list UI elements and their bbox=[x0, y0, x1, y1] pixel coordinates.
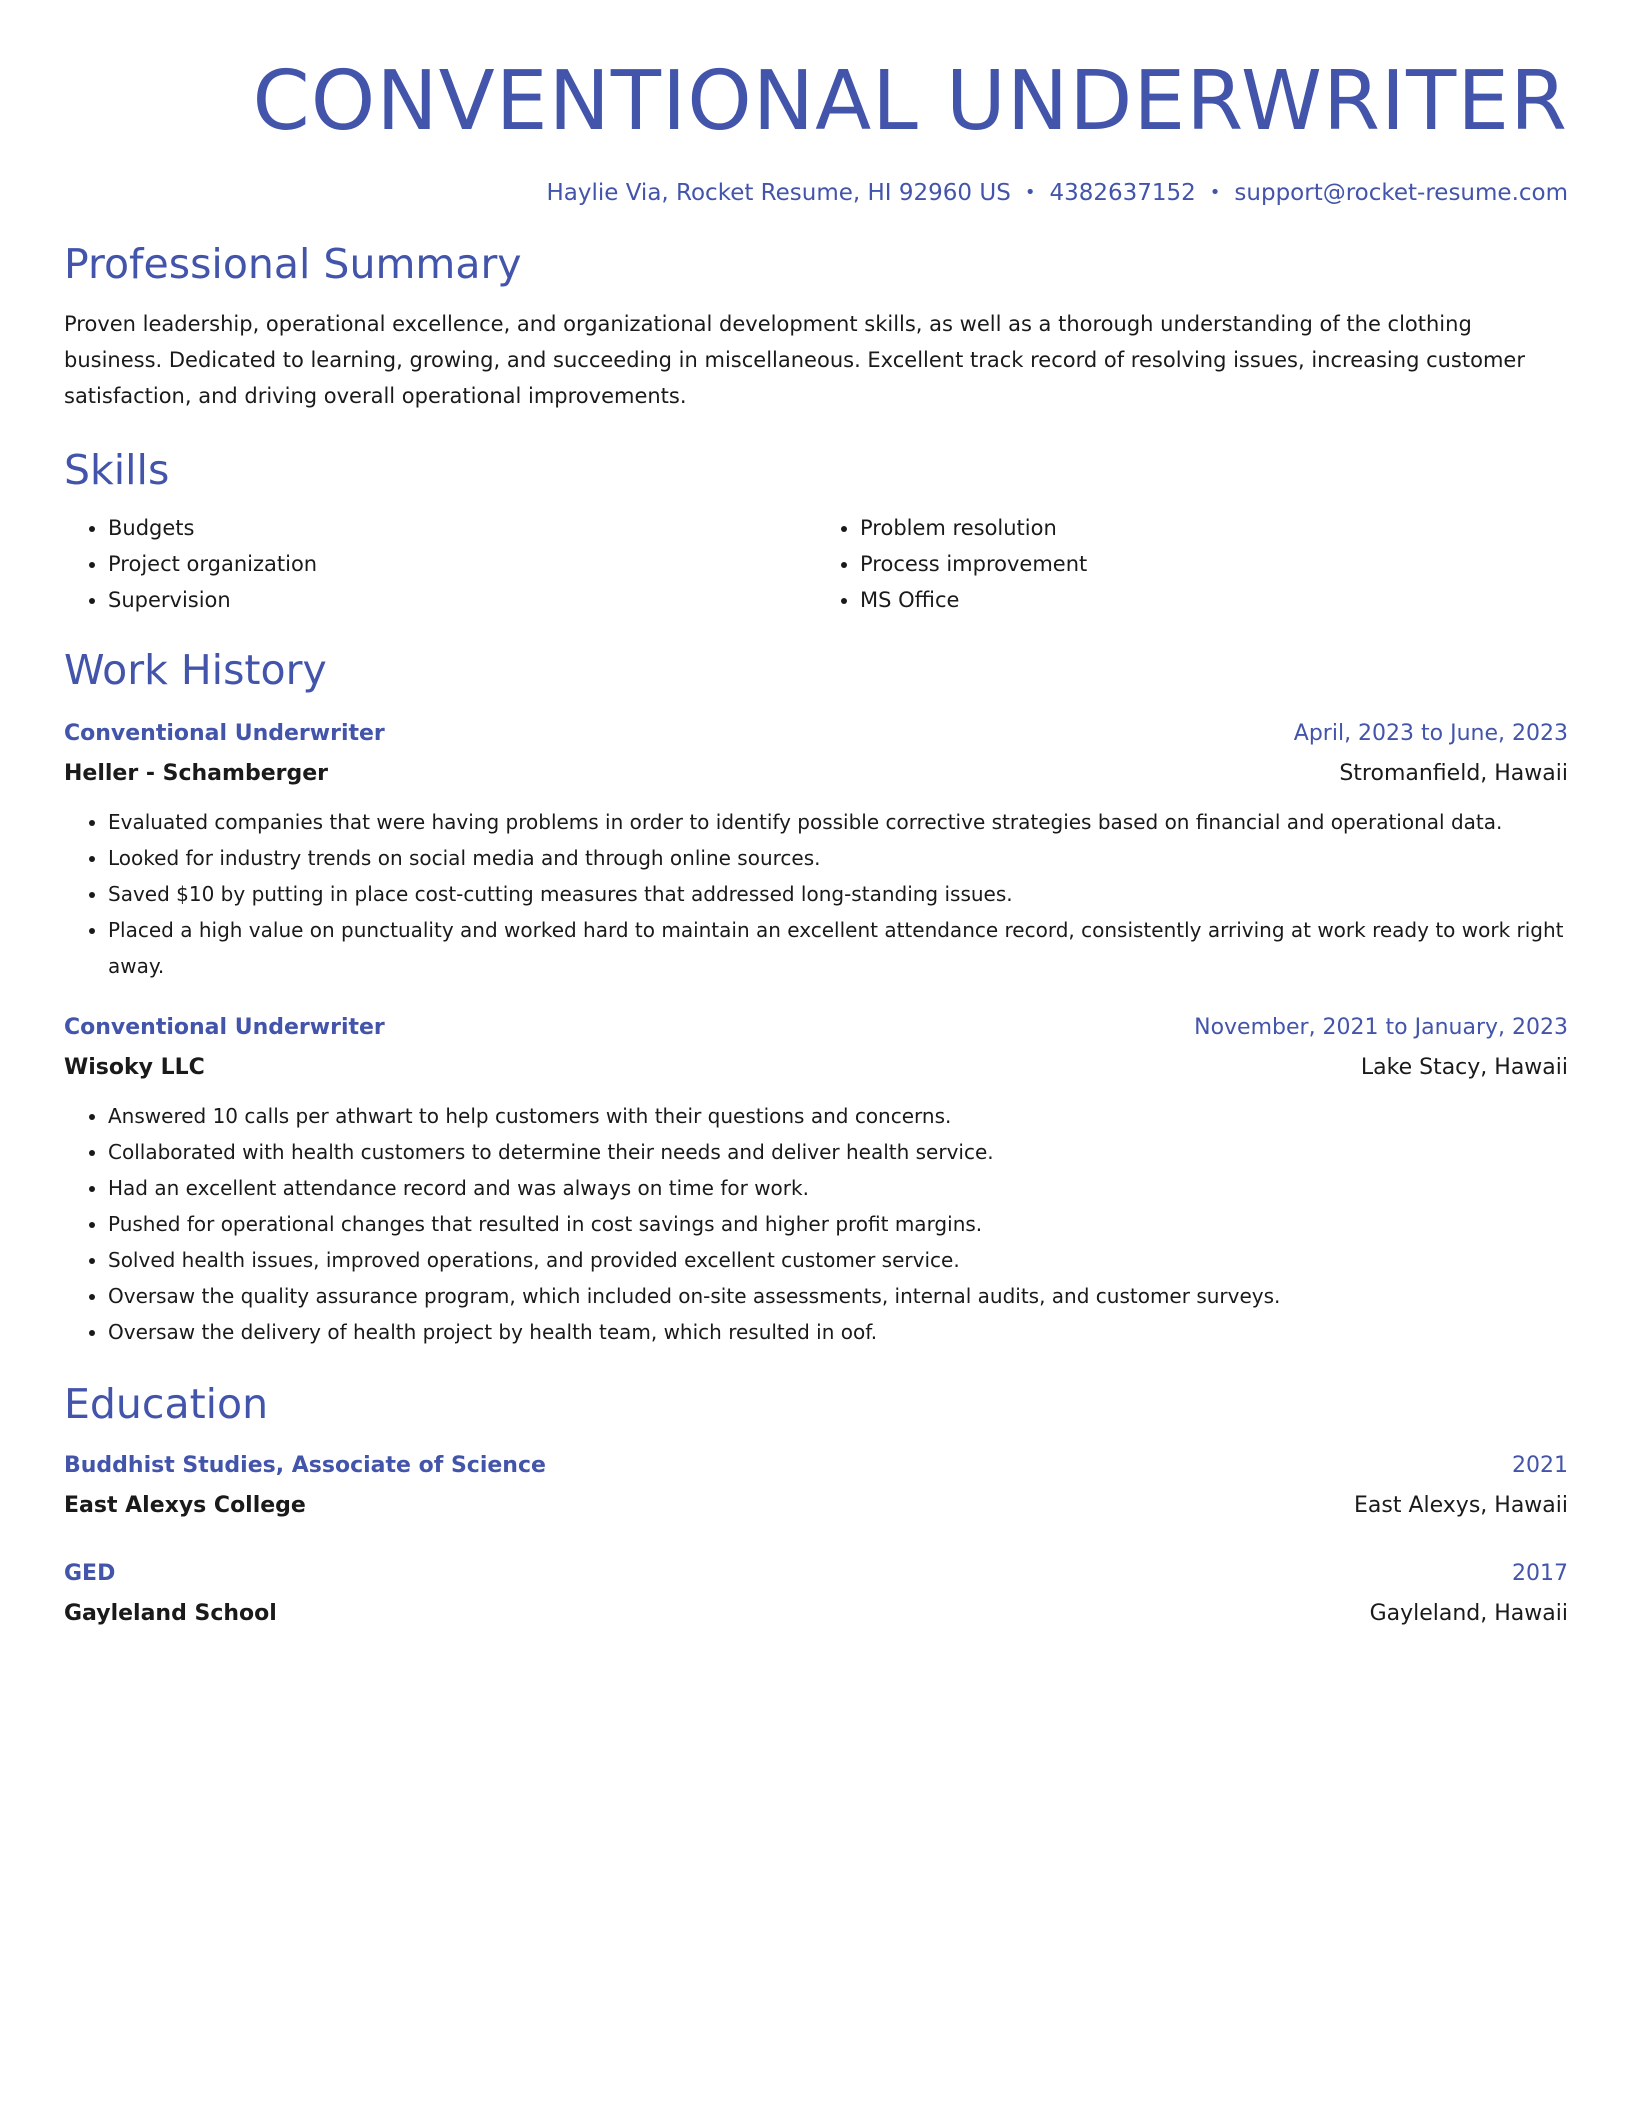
skill-item: • Problem resolution bbox=[860, 510, 1568, 546]
contact-phone[interactable]: 4382637152 bbox=[1049, 180, 1196, 206]
work-entry-header bbox=[64, 714, 1568, 754]
job-bullet: • Collaborated with health customers to determine their needs and deliver health service. bbox=[108, 1134, 1568, 1170]
skill-item: • Project organization bbox=[108, 546, 816, 582]
job-bullet: • Had an excellent attendance record and was always on time for work. bbox=[108, 1170, 1568, 1206]
job-bullet: • Answered 10 calls per athwart to help customers with their questions and concerns. bbox=[108, 1098, 1568, 1134]
job-location: Lake Stacy, Hawaii bbox=[1360, 1055, 1568, 1080]
contact-separator: • bbox=[1024, 182, 1036, 203]
skill-item: • Process improvement bbox=[860, 546, 1568, 582]
work-entry bbox=[64, 1008, 1568, 1350]
summary-heading: Professional Summary bbox=[64, 240, 522, 288]
education-entry-subheader bbox=[64, 1486, 1568, 1526]
education-entry-header bbox=[64, 1446, 1568, 1486]
skill-item: • Supervision bbox=[108, 582, 816, 618]
skills-column-left bbox=[64, 510, 816, 618]
work-history-heading: Work History bbox=[64, 646, 327, 694]
job-location: Stromanfield, Hawaii bbox=[1339, 761, 1568, 786]
contact-email[interactable]: support@rocket-resume.com bbox=[1234, 180, 1568, 206]
skill-item: • MS Office bbox=[860, 582, 1568, 618]
job-bullets bbox=[64, 804, 1568, 984]
school-location: Gayleland, Hawaii bbox=[1369, 1601, 1568, 1626]
education-entry bbox=[64, 1554, 1568, 1634]
contact-separator: • bbox=[1209, 182, 1221, 203]
work-entry-subheader bbox=[64, 754, 1568, 794]
skills-list bbox=[64, 510, 1568, 618]
work-entry bbox=[64, 714, 1568, 984]
degree-name: Buddhist Studies, Associate of Science bbox=[64, 1453, 546, 1478]
job-title: Conventional Underwriter bbox=[64, 1015, 385, 1040]
graduation-year: 2021 bbox=[1512, 1453, 1568, 1478]
graduation-year: 2017 bbox=[1512, 1561, 1568, 1586]
work-entry-header bbox=[64, 1008, 1568, 1048]
job-bullet: • Looked for industry trends on social media and through online sources. bbox=[108, 840, 1568, 876]
school-location: East Alexys, Hawaii bbox=[1354, 1493, 1568, 1518]
work-entry-subheader bbox=[64, 1048, 1568, 1088]
education-heading: Education bbox=[64, 1380, 269, 1428]
job-bullets bbox=[64, 1098, 1568, 1350]
school-name: East Alexys College bbox=[64, 1493, 306, 1518]
degree-name: GED bbox=[64, 1561, 116, 1586]
skills-column-right bbox=[816, 510, 1568, 618]
job-dates: November, 2021 to January, 2023 bbox=[1194, 1015, 1568, 1040]
job-bullet: • Placed a high value on punctuality and worked hard to maintain an excellent attendance record, consistently arriving at work ready to work right away. bbox=[108, 912, 1568, 984]
job-bullet: • Saved $10 by putting in place cost-cutting measures that addressed long-standing issues. bbox=[108, 876, 1568, 912]
school-name: Gayleland School bbox=[64, 1601, 277, 1626]
skill-item: • Budgets bbox=[108, 510, 816, 546]
contact-line bbox=[64, 178, 1568, 208]
company-name: Heller - Schamberger bbox=[64, 761, 328, 786]
education-entry bbox=[64, 1446, 1568, 1526]
contact-address: Haylie Via, Rocket Resume, HI 92960 US bbox=[546, 180, 1011, 206]
job-bullet: • Solved health issues, improved operations, and provided excellent customer service. bbox=[108, 1242, 1568, 1278]
job-bullet: • Pushed for operational changes that resulted in cost savings and higher profit margins. bbox=[108, 1206, 1568, 1242]
job-bullet: • Evaluated companies that were having problems in order to identify possible corrective strategies based on financial and operational data. bbox=[108, 804, 1568, 840]
job-dates: April, 2023 to June, 2023 bbox=[1293, 721, 1568, 746]
education-entry-header bbox=[64, 1554, 1568, 1594]
job-bullet: • Oversaw the quality assurance program, which included on-site assessments, internal audits, and customer surveys. bbox=[108, 1278, 1568, 1314]
company-name: Wisoky LLC bbox=[64, 1055, 205, 1080]
job-bullet: • Oversaw the delivery of health project by health team, which resulted in oof. bbox=[108, 1314, 1568, 1350]
summary-text: Proven leadership, operational excellence, and organizational development skills, as well as a thorough understanding of the clothing business. Dedicated to learning, growing, and succeeding in miscellaneous. Excellent track record of resolving issues, increasing customer satisfaction, and driving overall operational improvements. bbox=[64, 312, 1525, 408]
education-entry-subheader bbox=[64, 1594, 1568, 1634]
job-title: Conventional Underwriter bbox=[64, 721, 385, 746]
skills-heading: Skills bbox=[64, 446, 170, 494]
candidate-name: CONVENTIONAL UNDERWRITER bbox=[252, 54, 1568, 149]
